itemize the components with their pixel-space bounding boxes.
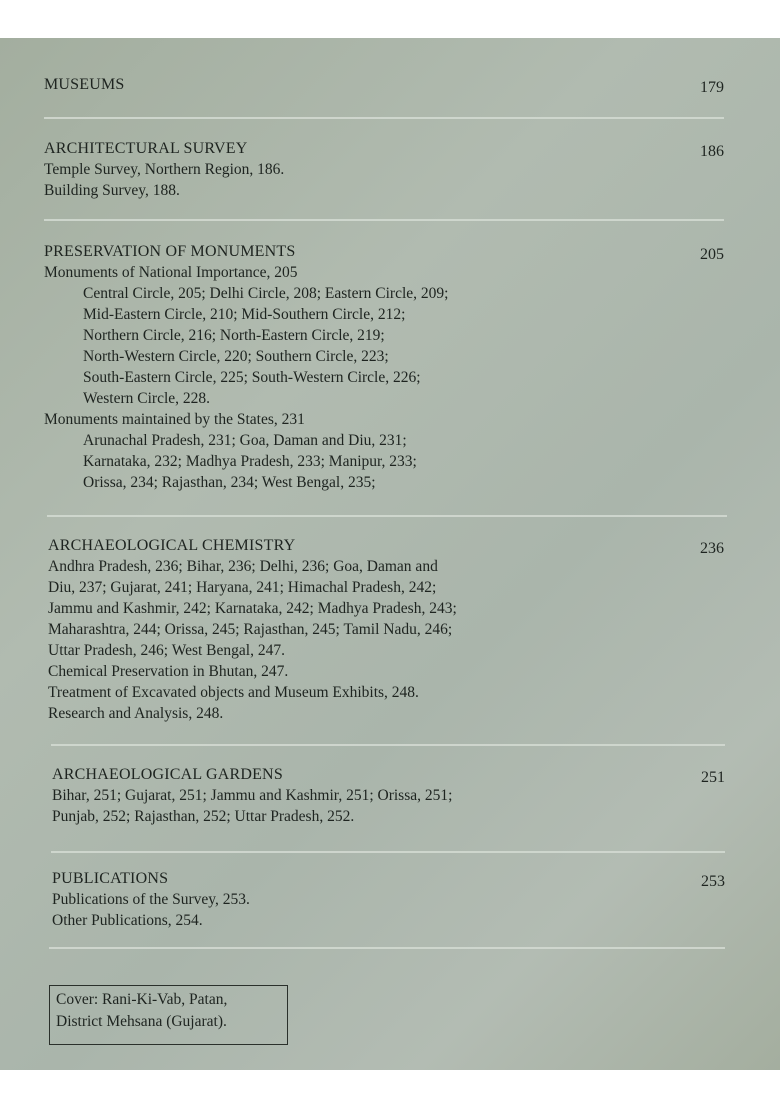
- entry: Monuments maintained by the States, 231: [44, 411, 305, 428]
- entry: Punjab, 252; Rajasthan, 252; Uttar Pradesh, 252.: [52, 808, 355, 825]
- page-number: 179: [700, 79, 724, 96]
- toc-section-chemistry: [48, 535, 724, 724]
- entry: Chemical Preservation in Bhutan, 247.: [48, 663, 289, 680]
- toc-section-gardens: [52, 764, 725, 827]
- divider: [49, 947, 725, 949]
- entry: Jammu and Kashmir, 242; Karnataka, 242; Madhya Pradesh, 243;: [48, 600, 457, 617]
- section-title: ARCHAEOLOGICAL CHEMISTRY: [48, 537, 296, 554]
- entry: Monuments of National Importance, 205: [44, 264, 298, 281]
- divider: [51, 744, 725, 746]
- divider: [47, 515, 727, 517]
- page-number: 186: [700, 143, 724, 160]
- entry: Mid-Eastern Circle, 210; Mid-Southern Circle, 212;: [83, 306, 406, 323]
- entry: Publications of the Survey, 253.: [52, 891, 250, 908]
- section-title: PRESERVATION OF MONUMENTS: [44, 243, 296, 260]
- entry: Other Publications, 254.: [52, 912, 203, 929]
- entry: Andhra Pradesh, 236; Bihar, 236; Delhi, 236; Goa, Daman and: [48, 558, 438, 575]
- entry: Central Circle, 205; Delhi Circle, 208; Eastern Circle, 209;: [83, 285, 449, 302]
- cover-caption-box: [49, 985, 288, 1045]
- toc-section-publications: [52, 868, 725, 931]
- entry: Western Circle, 228.: [83, 390, 211, 407]
- divider: [44, 219, 724, 221]
- toc-section-architectural-survey: [44, 138, 724, 201]
- entry: Temple Survey, Northern Region, 186.: [44, 161, 285, 178]
- entry: North-Western Circle, 220; Southern Circle, 223;: [83, 348, 389, 365]
- entry: Bihar, 251; Gujarat, 251; Jammu and Kashmir, 251; Orissa, 251;: [52, 787, 453, 804]
- entry: South-Eastern Circle, 225; South-Western Circle, 226;: [83, 369, 421, 386]
- entry: Building Survey, 188.: [44, 182, 180, 199]
- section-title: ARCHAEOLOGICAL GARDENS: [52, 766, 283, 783]
- section-title: ARCHITECTURAL SURVEY: [44, 140, 248, 157]
- entry: Maharashtra, 244; Orissa, 245; Rajasthan, 245; Tamil Nadu, 246;: [48, 621, 453, 638]
- toc-section-museums: [44, 74, 724, 95]
- page-number: 236: [700, 540, 724, 557]
- cover-caption-line: Cover: Rani-Ki-Vab, Patan,: [56, 991, 228, 1008]
- entry: Arunachal Pradesh, 231; Goa, Daman and Diu, 231;: [83, 432, 407, 449]
- entry: Treatment of Excavated objects and Museum Exhibits, 248.: [48, 684, 419, 701]
- page-number: 253: [701, 873, 725, 890]
- entry: Diu, 237; Gujarat, 241; Haryana, 241; Himachal Pradesh, 242;: [48, 579, 437, 596]
- section-title: MUSEUMS: [44, 76, 125, 93]
- entry: Karnataka, 232; Madhya Pradesh, 233; Manipur, 233;: [83, 453, 417, 470]
- page-number: 205: [700, 246, 724, 263]
- toc-section-preservation: [44, 241, 724, 493]
- entry: Research and Analysis, 248.: [48, 705, 224, 722]
- divider: [51, 851, 725, 853]
- entry: Uttar Pradesh, 246; West Bengal, 247.: [48, 642, 285, 659]
- page-number: 251: [701, 769, 725, 786]
- entry: Orissa, 234; Rajasthan, 234; West Bengal, 235;: [83, 474, 376, 491]
- divider: [44, 117, 724, 119]
- cover-caption-line: District Mehsana (Gujarat).: [56, 1013, 227, 1030]
- section-title: PUBLICATIONS: [52, 870, 169, 887]
- entry: Northern Circle, 216; North-Eastern Circle, 219;: [83, 327, 385, 344]
